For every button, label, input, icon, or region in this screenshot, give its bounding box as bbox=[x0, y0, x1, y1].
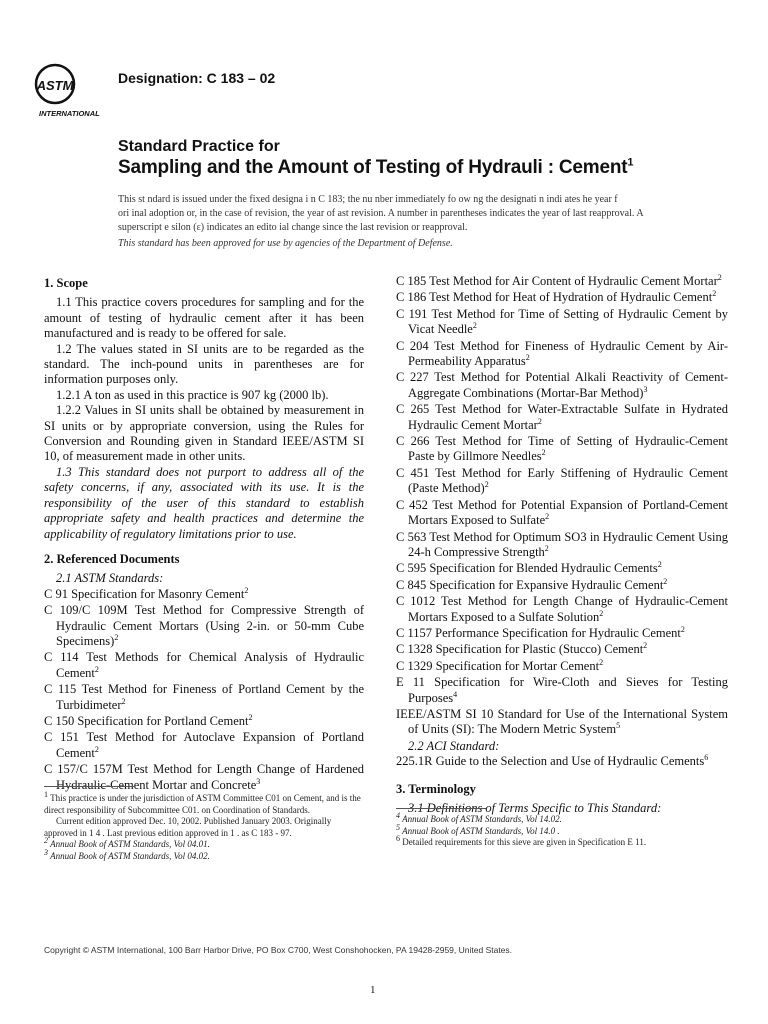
astm-standards-label: 2.1 ASTM Standards: bbox=[56, 571, 164, 586]
reference-item: C 1328 Specification for Plastic (Stucco) Cement$^2$ bbox=[396, 641, 648, 657]
aci-standard-label: 2.2 ACI Standard: bbox=[408, 738, 500, 753]
svg-text:ASTM: ASTM bbox=[36, 78, 74, 93]
footnote-rule-right bbox=[396, 808, 486, 809]
reference-item: C 451 Test Method for Early Stiffening of Hydraulic Cement (Paste Method)$^2$ bbox=[396, 465, 728, 496]
preamble-line-3: superscript e silon (ε) indicates an edito ial change since the last revision or reapproval. bbox=[118, 222, 468, 233]
reference-item: C 157/C 157M Test Method for Length Change of Hardened Hydraulic-Cement Mortar and Concrete$^3$ bbox=[44, 762, 364, 792]
reference-item: C 1157 Performance Specification for Hydraulic Cement$^2$ bbox=[396, 624, 685, 640]
para-1-2-1: 1.2.1 A ton as used in this practice is 907 kg (2000 lb). bbox=[56, 387, 329, 402]
para-1-3: 1.3 This standard does not purport to address all of the safety concerns, if any, associated with its use. It is the responsibility of the user of this standard to establish appropriate safety and health practices and determine the applicability of regulatory limitations prior to use. bbox=[44, 464, 364, 541]
footnote-rule-left bbox=[44, 786, 134, 787]
footnote-4: $^4$ Annual Book of ASTM Standards, Vol 14.02. bbox=[396, 811, 562, 824]
reference-item: C 563 Test Method for Optimum SO3 in Hydraulic Cement Using 24-h Compressive Strength$^2$ bbox=[396, 529, 728, 559]
reference-item: C 204 Test Method for Fineness of Hydraulic Cement by Air-Permeability Apparatus$^2$ bbox=[396, 338, 728, 369]
para-1-2: 1.2 The values stated in SI units are to be regarded as the standard. The inch-pound units in parentheses are for information purposes only. bbox=[44, 341, 364, 387]
reference-item: C 1329 Specification for Mortar Cement$^2$ bbox=[396, 657, 604, 673]
reference-item: C 115 Test Method for Fineness of Portland Cement by the Turbidimeter$^2$ bbox=[44, 682, 364, 712]
right-reference-list bbox=[396, 274, 728, 738]
reference-item: C 114 Test Methods for Chemical Analysis of Hydraulic Cement$^2$ bbox=[44, 650, 364, 680]
reference-item: IEEE/ASTM SI 10 Standard for Use of the International System of Units (SI): The Modern Metric System$^5$ bbox=[396, 706, 728, 737]
aci-reference: 225.1R Guide to the Selection and Use of Hydraulic Cements$^6$ bbox=[396, 753, 709, 769]
reference-item: C 191 Test Method for Time of Setting of Hydraulic Cement by Vicat Needle$^2$ bbox=[396, 306, 728, 337]
svg-text:INTERNATIONAL: INTERNATIONAL bbox=[39, 109, 100, 118]
preamble-line-2: ori inal adoption or, in the case of revision, the year of ast revision. A number in parentheses indicates the year of last reapproval. A bbox=[118, 208, 644, 219]
reference-item: C 186 Test Method for Heat of Hydration of Hydraulic Cement$^2$ bbox=[396, 289, 717, 305]
section-1-heading: 1. Scope bbox=[44, 276, 88, 290]
para-1-1: 1.1 This practice covers procedures for sampling and for the amount of testing of hydraulic cement after it has been manufactured and is ready to be offered for sale. bbox=[44, 295, 364, 341]
designation: Designation: C 183 – 02 bbox=[118, 70, 276, 86]
section-2-heading: 2. Referenced Documents bbox=[44, 551, 180, 566]
reference-item: C 185 Test Method for Air Content of Hydraulic Cement Mortar$^2$ bbox=[396, 272, 722, 288]
para-1-2-2: 1.2.2 Values in SI units shall be obtained by measurement in SI units or by appropriate conversion, using the Rules for Conversion and Rounding given in Standard IEEE/ASTM SI 10, of measurement made in other units. bbox=[44, 403, 364, 464]
reference-item: C 151 Test Method for Autoclave Expansion of Portland Cement$^2$ bbox=[44, 730, 364, 760]
preamble-line-1: This st ndard is issued under the fixed designa i n C 183; the nu nber immediately fo ow ng the designati n indi ates he year f bbox=[118, 194, 618, 205]
para-3-1: 3.1 Definitions of Terms Specific to This Standard: bbox=[408, 801, 662, 815]
left-reference-list bbox=[44, 587, 364, 793]
reference-item: C 1012 Test Method for Length Change of Hydraulic-Cement Mortars Exposed to a Sulfate Solution$^2$ bbox=[396, 594, 728, 624]
reference-item: C 265 Test Method for Water-Extractable Sulfate in Hydrated Hydraulic Cement Mortar$^2$ bbox=[396, 402, 728, 432]
right-column bbox=[396, 274, 728, 816]
footnote-1-edition: Current edition approved Dec. 10, 2002. Published January 2003. Originally approved in 1 4 . Last previous edition approved in 1 . as C 183 - 97. bbox=[44, 816, 332, 838]
reference-item: C 227 Test Method for Potential Alkali Reactivity of Cement-Aggregate Combinations (Mortar-Bar Method)$^3$ bbox=[396, 370, 728, 400]
title-line-1: Standard Practice for bbox=[118, 138, 280, 155]
footnote-6: $^6$ Detailed requirements for this sieve are given in Specification E 11. bbox=[396, 834, 647, 847]
reference-item: C 91 Specification for Masonry Cement$^2$ bbox=[44, 585, 249, 601]
footnotes-left bbox=[44, 790, 366, 862]
footnotes-right bbox=[396, 811, 728, 849]
section-3-heading: 3. Terminology bbox=[396, 781, 476, 796]
footnote-1: $^1$ This practice is under the jurisdiction of ASTM Committee C01 on Cement, and is the direct responsibility of Subcommittee C01. on Coordination of Standards. bbox=[44, 790, 361, 815]
reference-item: C 452 Test Method for Potential Expansion of Portland-Cement Mortars Exposed to Sulfate$^2$ bbox=[396, 497, 728, 528]
copyright-notice: Copyright © ASTM International, 100 Barr Harbor Drive, PO Box C700, West Conshohocken, PA 19428-2959, United States. bbox=[44, 945, 513, 955]
page-number: 1 bbox=[370, 984, 376, 996]
reference-item: C 845 Specification for Expansive Hydraulic Cement$^2$ bbox=[396, 576, 668, 592]
astm-logo bbox=[33, 60, 111, 120]
reference-item: C 595 Specification for Blended Hydraulic Cements$^2$ bbox=[396, 560, 662, 576]
left-column bbox=[44, 270, 364, 794]
reference-item: E 11 Specification for Wire-Cloth and Sieves for Testing Purposes$^4$ bbox=[396, 675, 728, 705]
footnote-3: $^3$ Annual Book of ASTM Standards, Vol 04.02. bbox=[44, 847, 210, 861]
footnote-2: $^2$ Annual Book of ASTM Standards, Vol 04.01. bbox=[44, 836, 210, 849]
title-line-2: Sampling and the Amount of Testing of Hydrauli : Cement$^1$ bbox=[118, 156, 634, 178]
preamble-defense-note: This standard has been approved for use by agencies of the Department of Defense. bbox=[118, 238, 453, 249]
footnote-5: $^5$ Annual Book of ASTM Standards, Vol 14.0 . bbox=[396, 822, 560, 836]
reference-item: C 150 Specification for Portland Cement$^2$ bbox=[44, 712, 253, 728]
reference-item: C 266 Test Method for Time of Setting of Hydraulic-Cement Paste by Gillmore Needles$^2$ bbox=[396, 434, 728, 464]
reference-item: C 109/C 109M Test Method for Compressive Strength of Hydraulic Cement Mortars (Using 2-in. or 50-mm Cube Specimens)$^2$ bbox=[44, 603, 364, 648]
